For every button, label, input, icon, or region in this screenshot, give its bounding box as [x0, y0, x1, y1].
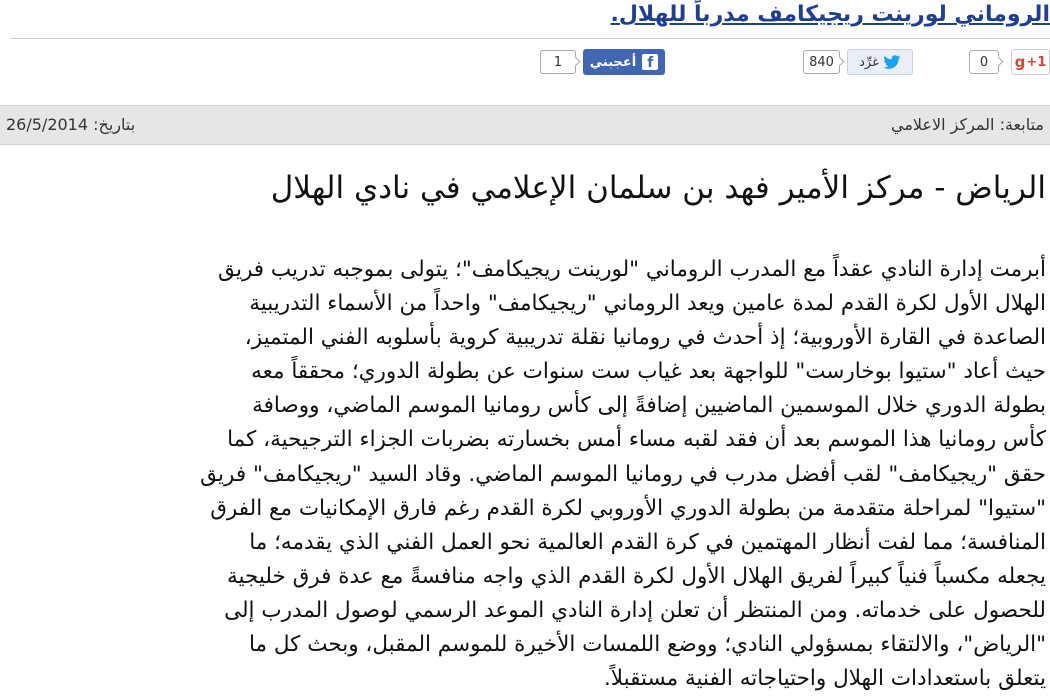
twitter-bird-icon — [883, 55, 901, 70]
tweet-count: 840 — [803, 50, 840, 74]
article-body-line: يتعلق باستعدادات الهلال واحتياجاته الفنية مستقبلاً. — [603, 666, 1046, 692]
google-plus-count: 0 — [969, 50, 999, 74]
article-body-line: الصاعدة في القارة الأوروبية؛ إذ أحدث في رومانيا نقلة تدريبية كروية بأسلوبه الفني المتميز، — [244, 325, 1046, 351]
headline-bar — [10, 0, 1050, 39]
facebook-icon: f — [642, 54, 658, 70]
article-body-line: بطولة الدوري خلال الموسمين الماضيين إضافةً إلى كأس رومانيا الموسم الماضي، ووصافة — [252, 393, 1046, 419]
article-body-line: المنافسة؛ مما لفت أنظار المهتمين في كرة القدم العالمية نحو العمل الفني الذي يقدمه؛ ما — [249, 529, 1046, 555]
google-plus-one-button[interactable] — [1011, 49, 1050, 75]
tweet-label: غرِّد — [859, 54, 879, 70]
article-meta-bar — [0, 105, 1050, 145]
facebook-like-label: أعجبني — [589, 54, 637, 70]
article-source: متابعة: المركز الاعلامي — [891, 115, 1044, 134]
article-body-line: كأس رومانيا هذا الموسم بعد أن فقد لقبه مساء أمس بخسارته بضربات الجزاء الترجيحية، كما — [227, 427, 1046, 453]
social-bar — [0, 49, 1050, 77]
facebook-like-button[interactable] — [583, 49, 665, 75]
facebook-like-count: 1 — [540, 50, 576, 74]
article-body-line: "ستيوا" لمراحلة متقدمة من بطولة الدوري الأوروبي لكرة القدم رغم فارق الإمكانيات مع الفرق — [210, 495, 1046, 521]
article-body-line: حقق "ريجيكامف" لقب أفضل مدرب في رومانيا الموسم الماضي. وقاد السيد "ريجيكامف" فريق — [200, 461, 1046, 487]
article-body-line: "الرياض"، والالتقاء بمسؤولي النادي؛ ووضع اللمسات الأخيرة للموسم المقبل، وبحث كل ما — [248, 632, 1046, 658]
google-plus-one-label: +1 — [1026, 54, 1047, 70]
article-body-line: للحصول على خدماته. ومن المنتظر أن تعلن إدارة النادي الموعد الرسمي لوصول المدرب إلى — [224, 597, 1046, 623]
headline-link[interactable]: الروماني لورينت ريجيكامف مدرباً للهلال. — [610, 2, 1050, 27]
article-body-line: أبرمت إدارة النادي عقداً مع المدرب الروماني "لورينت ريجيكامف"؛ يتولى بموجبه تدريب فريق — [218, 257, 1046, 282]
article-body-line: يجعله مكسباً فنياً كبيراً لفريق الهلال الأول لكرة القدم الذي واجه منافسةً مع عدة فرق خليجية — [226, 563, 1046, 589]
tweet-button[interactable] — [847, 49, 913, 75]
article-body-line: الهلال الأول لكرة القدم لمدة عامين ويعد الروماني "ريجيكامف" واحداً من الأسماء التدريبية — [249, 291, 1046, 317]
article-body — [0, 253, 1046, 696]
article-subtitle: الرياض - مركز الأمير فهد بن سلمان الإعلامي في نادي الهلال — [270, 170, 1046, 206]
article-body-line: حيث أعاد "ستيوا بوخارست" للواجهة بعد غياب ست سنوات عن بطولة الدوري؛ محققاً معه — [251, 359, 1046, 385]
google-plus-icon: g — [1014, 53, 1026, 71]
article-date: بتاريخ: 26/5/2014 — [6, 115, 136, 134]
